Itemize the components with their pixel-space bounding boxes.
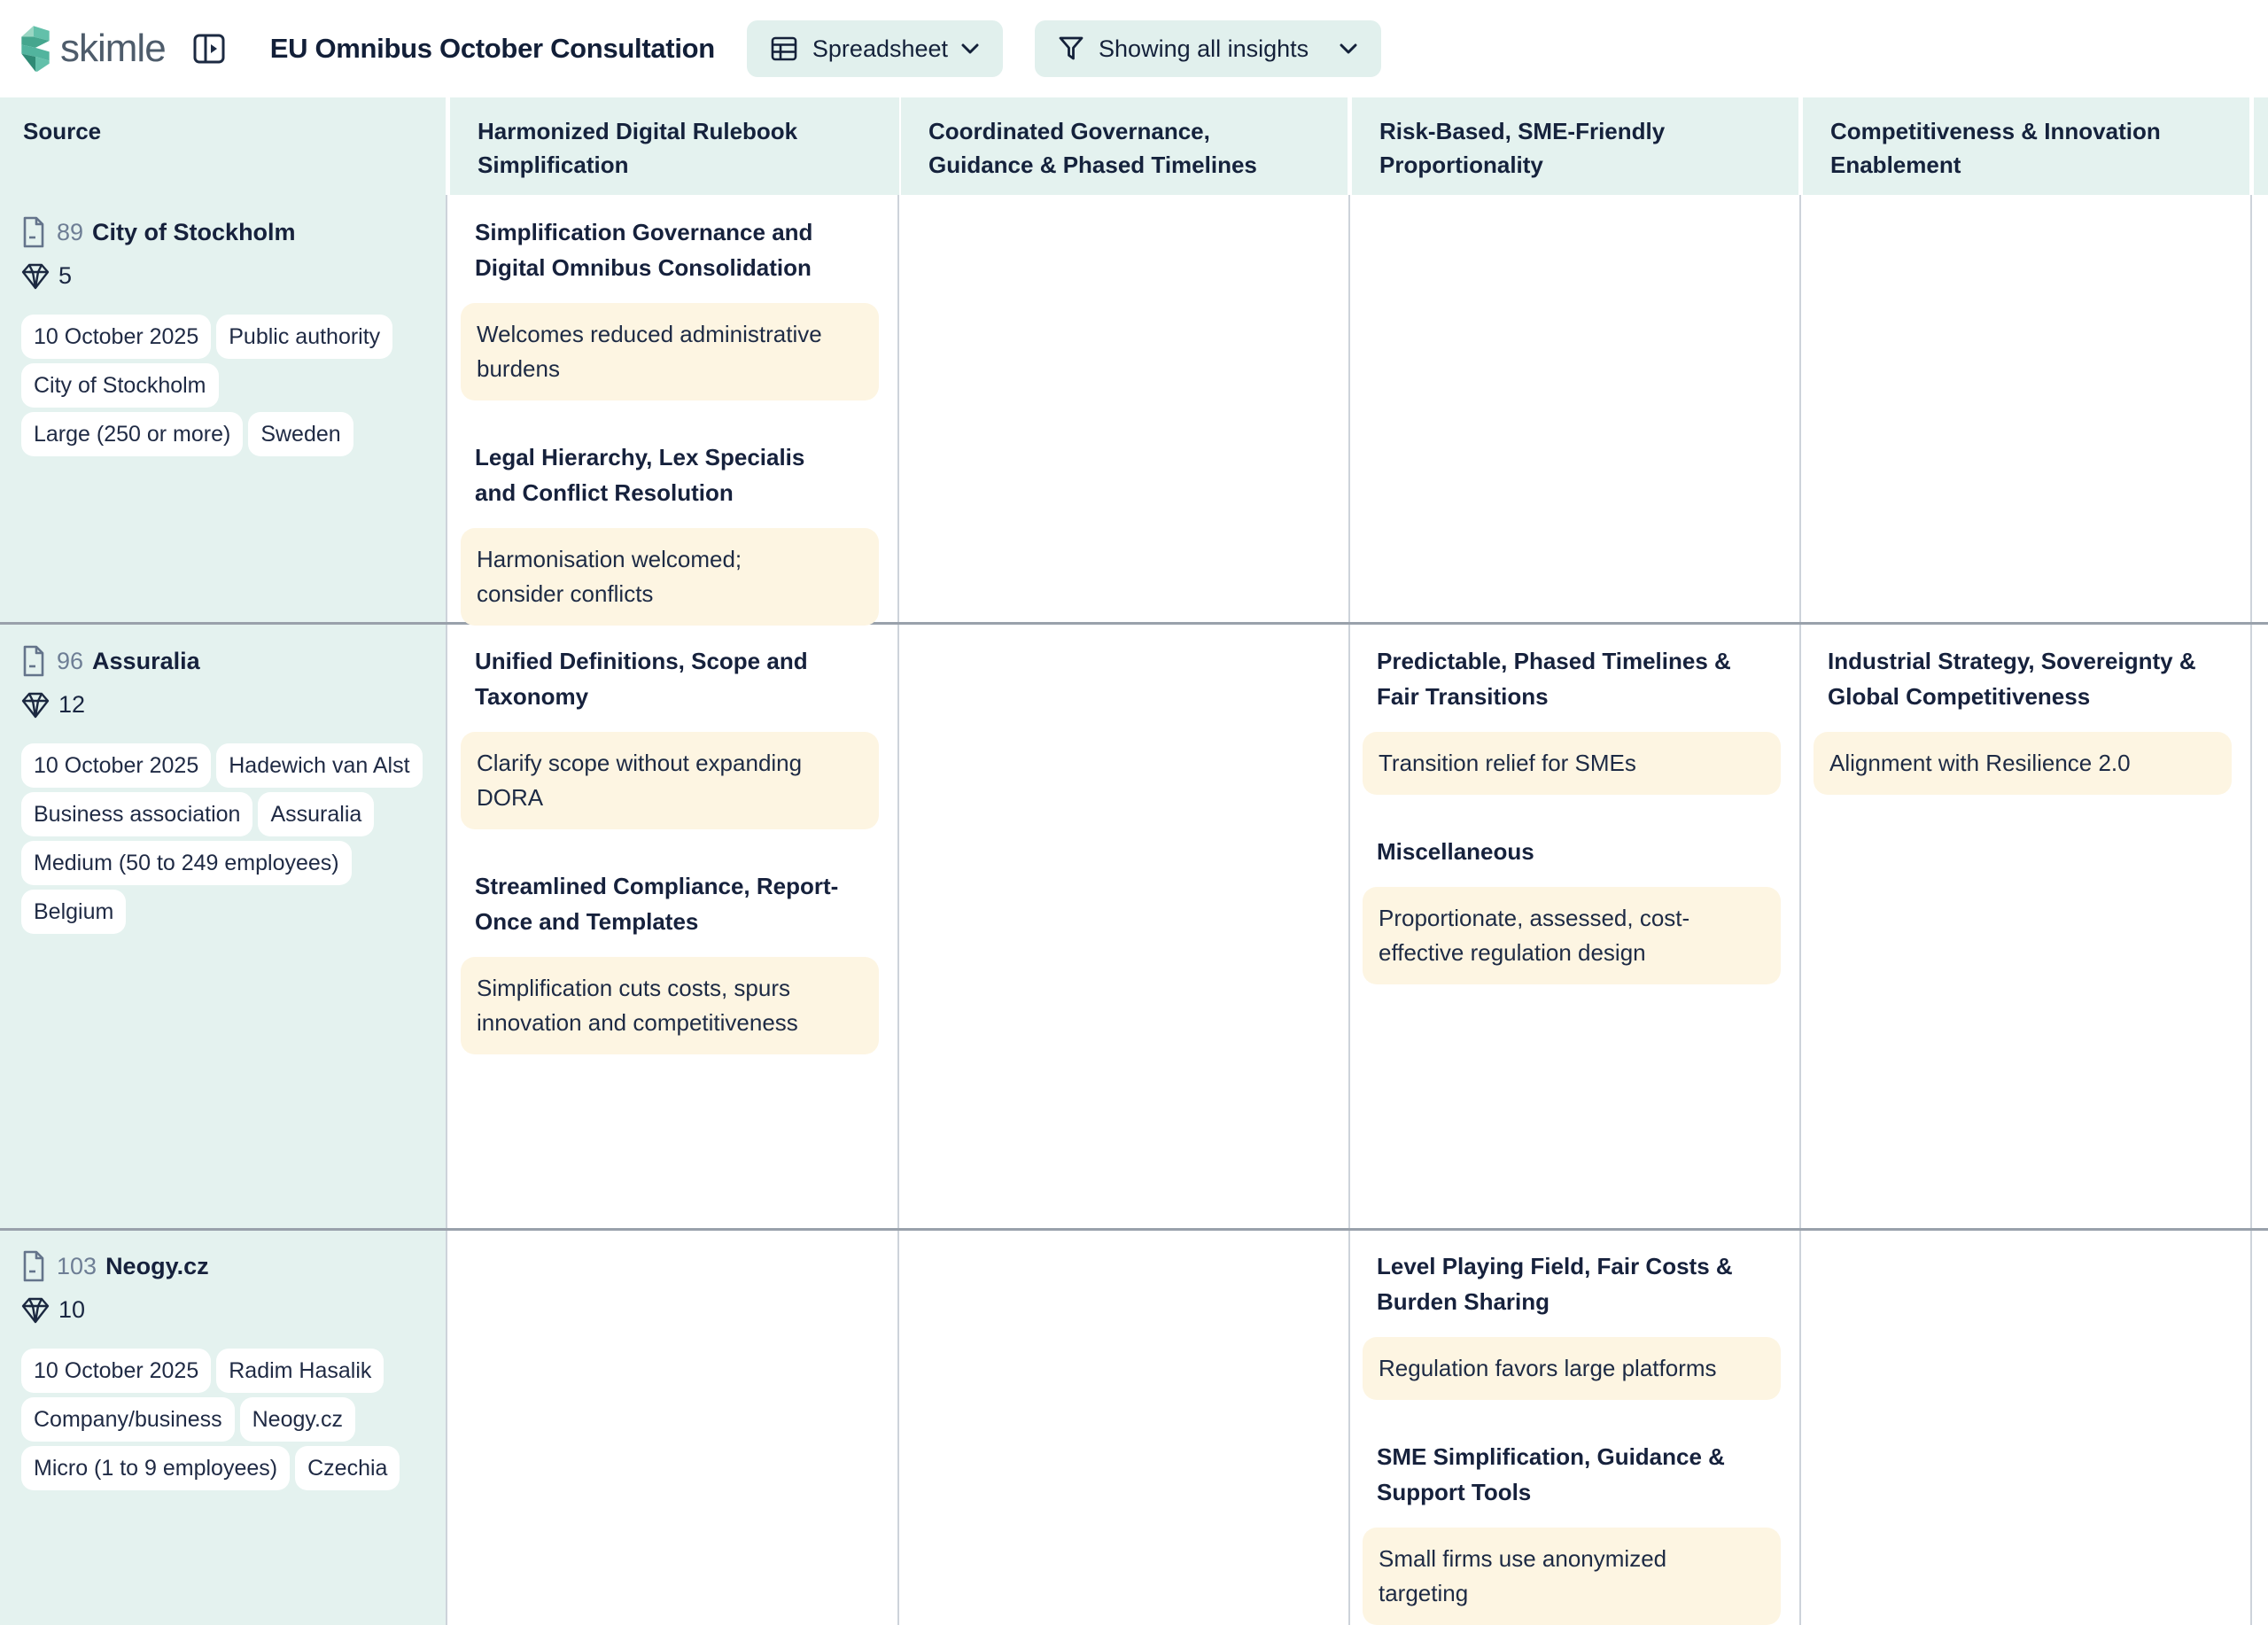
insight-heading: Streamlined Compliance, Report- Once and Templates — [475, 873, 839, 935]
tag[interactable]: Company/business — [21, 1397, 235, 1442]
insight-highlight[interactable]: Harmonisation welcomed; consider conflicts — [461, 528, 879, 626]
insight-highlight[interactable]: Welcomes reduced administrative burdens — [461, 303, 879, 400]
tag-list — [21, 1349, 424, 1490]
document-icon — [21, 216, 46, 248]
brand-name: skimle — [60, 27, 166, 70]
chevron-down-icon — [1339, 43, 1358, 55]
column-header-harmonized: Harmonized Digital Rulebook Simplification — [450, 97, 899, 195]
theme-cell — [447, 626, 897, 1054]
insight-highlight[interactable]: Simplification cuts costs, spurs innovation and competitiveness — [461, 957, 879, 1054]
tag[interactable]: Business association — [21, 792, 252, 836]
tag[interactable]: Assuralia — [258, 792, 374, 836]
side-panel-toggle-icon[interactable] — [192, 32, 226, 66]
view-selector-button[interactable] — [747, 20, 1003, 77]
insight-heading: Legal Hierarchy, Lex Specialis and Conflict Resolution — [475, 444, 805, 506]
theme-cell — [1800, 626, 2249, 795]
theme-cell — [1349, 1231, 1798, 1625]
insight-heading: Simplification Governance and Digital Omnibus Consolidation — [475, 219, 813, 281]
tag[interactable]: Public authority — [216, 315, 392, 359]
document-icon — [21, 645, 46, 677]
source-id: 103 — [57, 1252, 97, 1279]
theme-cell — [447, 197, 897, 626]
insight-heading: Level Playing Field, Fair Costs & Burden Sharing — [1377, 1253, 1733, 1315]
page-title: EU Omnibus October Consultation — [269, 33, 715, 64]
insight-block — [1828, 643, 2232, 795]
column-header-source: Source — [23, 118, 102, 144]
tag[interactable]: Sweden — [248, 412, 353, 456]
source-title[interactable] — [21, 1250, 424, 1282]
row-border — [0, 622, 2268, 625]
insight-block — [1377, 834, 1781, 984]
insight-heading: Predictable, Phased Timelines & Fair Transitions — [1377, 648, 1731, 710]
insight-count: 5 — [21, 262, 424, 290]
tag[interactable]: Radim Hasalik — [216, 1349, 384, 1393]
insight-block — [475, 868, 879, 1054]
source-name: City of Stockholm — [92, 218, 296, 245]
insight-block — [475, 439, 879, 626]
tag[interactable]: City of Stockholm — [21, 363, 219, 408]
tag[interactable]: 10 October 2025 — [21, 1349, 211, 1393]
source-id: 89 — [57, 218, 84, 245]
topbar — [0, 0, 2268, 97]
insights-filter-button[interactable] — [1035, 20, 1381, 77]
insights-filter-label: Showing all insights — [1099, 35, 1309, 62]
source-name: Neogy.cz — [105, 1252, 209, 1279]
insight-block — [1377, 1248, 1781, 1400]
gem-icon — [21, 263, 50, 290]
tag[interactable]: Hadewich van Alst — [216, 743, 422, 788]
insight-count: 12 — [21, 691, 424, 719]
funnel-icon — [1058, 35, 1084, 63]
tag[interactable]: Medium (50 to 249 employees) — [21, 841, 352, 885]
source-title[interactable] — [21, 645, 424, 677]
tag[interactable]: Belgium — [21, 890, 126, 934]
gem-icon — [21, 692, 50, 719]
source-cell[interactable] — [0, 1231, 446, 1490]
tag-list — [21, 315, 424, 456]
brand — [19, 24, 166, 74]
source-name: Assuralia — [92, 647, 200, 674]
spreadsheet-grid-icon — [770, 35, 798, 63]
column-header-proportionality: Risk-Based, SME-Friendly Proportionality — [1352, 97, 1798, 195]
column-header-governance: Coordinated Governance, Guidance & Phased Timelines — [901, 97, 1348, 195]
tag[interactable]: 10 October 2025 — [21, 315, 211, 359]
tag[interactable]: Large (250 or more) — [21, 412, 243, 456]
document-icon — [21, 1250, 46, 1282]
insight-block — [475, 643, 879, 829]
view-selector-label: Spreadsheet — [812, 35, 949, 62]
table-row — [0, 197, 2268, 622]
insight-block — [1377, 1439, 1781, 1625]
column-header-competitiveness: Competitiveness & Innovation Enablement — [1803, 97, 2249, 195]
insight-heading: Unified Definitions, Scope and Taxonomy — [475, 648, 808, 710]
insight-heading: Miscellaneous — [1377, 838, 1534, 865]
insight-highlight[interactable]: Small firms use anonymized targeting — [1363, 1528, 1781, 1625]
table-row — [0, 1231, 2268, 1625]
insight-heading: Industrial Strategy, Sovereignty & Global Competitiveness — [1828, 648, 2196, 710]
insight-highlight[interactable]: Alignment with Resilience 2.0 — [1814, 732, 2232, 795]
tag[interactable]: Neogy.cz — [240, 1397, 355, 1442]
insight-highlight[interactable]: Clarify scope without expanding DORA — [461, 732, 879, 829]
column-header-partial — [2254, 97, 2268, 195]
tag[interactable]: Micro (1 to 9 employees) — [21, 1446, 290, 1490]
insight-block — [475, 214, 879, 400]
table-row — [0, 626, 2268, 1228]
source-cell[interactable] — [0, 197, 446, 456]
skimle-logo-icon — [19, 24, 51, 74]
insight-highlight[interactable]: Transition relief for SMEs — [1363, 732, 1781, 795]
tag-list — [21, 743, 424, 934]
source-title[interactable] — [21, 216, 424, 248]
tag[interactable]: Czechia — [295, 1446, 400, 1490]
insight-block — [1377, 643, 1781, 795]
insight-heading: SME Simplification, Guidance & Support Tools — [1377, 1443, 1725, 1505]
insight-highlight[interactable]: Regulation favors large platforms — [1363, 1337, 1781, 1400]
tag[interactable]: 10 October 2025 — [21, 743, 211, 788]
source-id: 96 — [57, 647, 84, 674]
gem-icon — [21, 1297, 50, 1324]
source-cell[interactable] — [0, 626, 446, 934]
insight-highlight[interactable]: Proportionate, assessed, cost- effective regulation design — [1363, 887, 1781, 984]
insight-count: 10 — [21, 1296, 424, 1324]
chevron-down-icon — [960, 43, 980, 55]
theme-cell — [1349, 626, 1798, 984]
